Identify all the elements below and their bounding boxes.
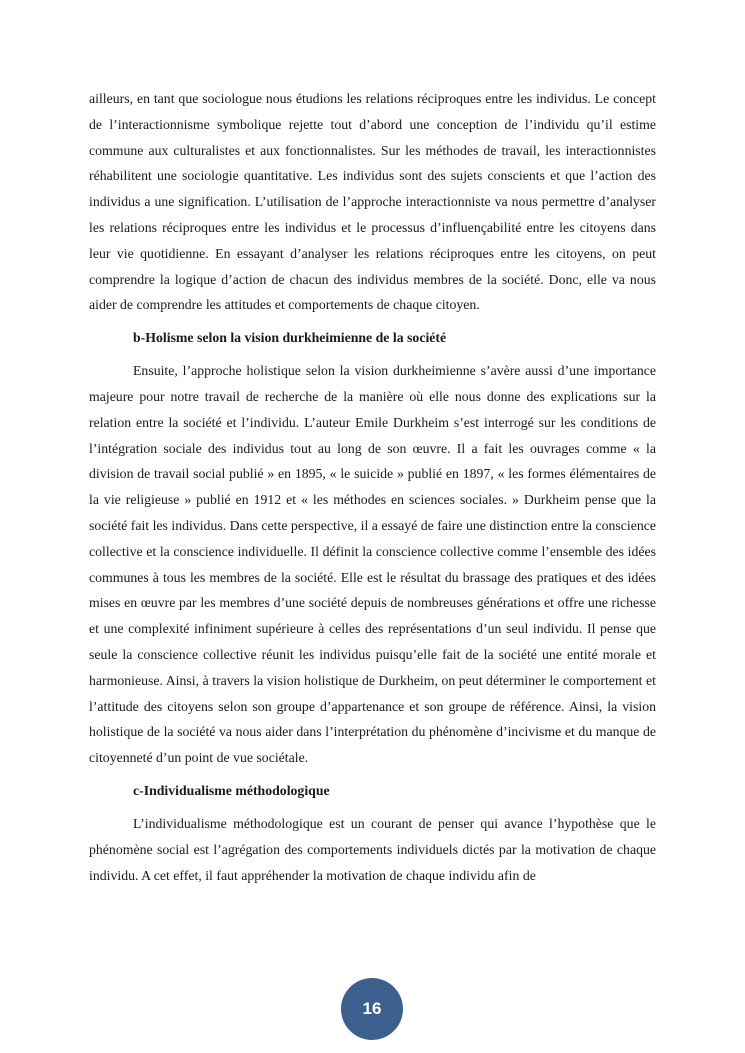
section-heading-individualisme: c-Individualisme méthodologique (133, 782, 330, 798)
document-body (89, 86, 656, 888)
paragraph-holisme: Ensuite, l’approche holistique selon la vision durkheimienne s’avère aussi d’une importance majeure pour notre travail de recherche de la manière où elle nous donne des explications sur la relation entre la société et l’individu. L’auteur Emile Durkheim s’est interrogé sur les conditions de l’intégration sociale des individus tout au long de son œuvre. Il a fait les ouvrages comme « la division de travail social publié » en 1895, « le suicide » publié en 1897, « les formes élémentaires de la vie religieuse » publié en 1912 et « les méthodes en sciences sociales. » Durkheim pense que la société fait les individus. Dans cette perspective, il a essayé de faire une distinction entre la conscience collective et la conscience individuelle. Il définit la conscience collective comme l’ensemble des idées communes à tous les membres de la société. Elle est le résultat du brassage des pratiques et des idées mises en œuvre par les membres d’une société depuis de nombreuses générations et offre une richesse et une complexité infiniment supérieure à celles des représentations d’un seul individu. Il pense que seule la conscience collective réunit les individus puisqu’elle fait de la société une entité morale et harmonieuse. Ainsi, à travers la vision holistique de Durkheim, on peut déterminer le comportement et l’attitude des citoyens selon son groupe d’appartenance et son groupe de référence. Ainsi, la vision holistique de la société va nous aider dans l’interprétation du phénomène d’incivisme et du manque de citoyenneté d’un point de vue sociétale. (89, 363, 656, 766)
paragraph-individualisme: L’individualisme méthodologique est un courant de penser qui avance l’hypothèse que le phénomène social est l’agrégation des comportements individuels dictés par la motivation de chaque individu. A cet effet, il faut appréhender la motivation de chaque individu afin de (89, 815, 656, 883)
page-number-badge (341, 978, 403, 1040)
paragraph-interactionism: ailleurs, en tant que sociologue nous étudions les relations réciproques entre les individus. Le concept de l’interactionnisme symbolique rejette tout d’abord une conception de l’individu qu’il estime commune aux culturalistes et aux fonctionnalistes. Sur les méthodes de travail, les interactionnistes réhabilitent une sociologie quantitative. Les individus sont des sujets conscients et que l’action des individus a une signification. L’utilisation de l’approche interactionniste va nous permettre d’analyser les relations réciproques entre les individus et le processus d’influençabilité entre les citoyens dans leur vie quotidienne. En essayant d’analyser les relations réciproques entre les citoyens, on peut comprendre la logique d’action de chacun des individus membres de la société. Donc, elle va nous aider de comprendre les attitudes et comportements de chaque citoyen. (89, 91, 656, 313)
section-heading-holisme: b-Holisme selon la vision durkheimienne de la société (133, 330, 447, 346)
page-number: 16 (362, 999, 382, 1018)
